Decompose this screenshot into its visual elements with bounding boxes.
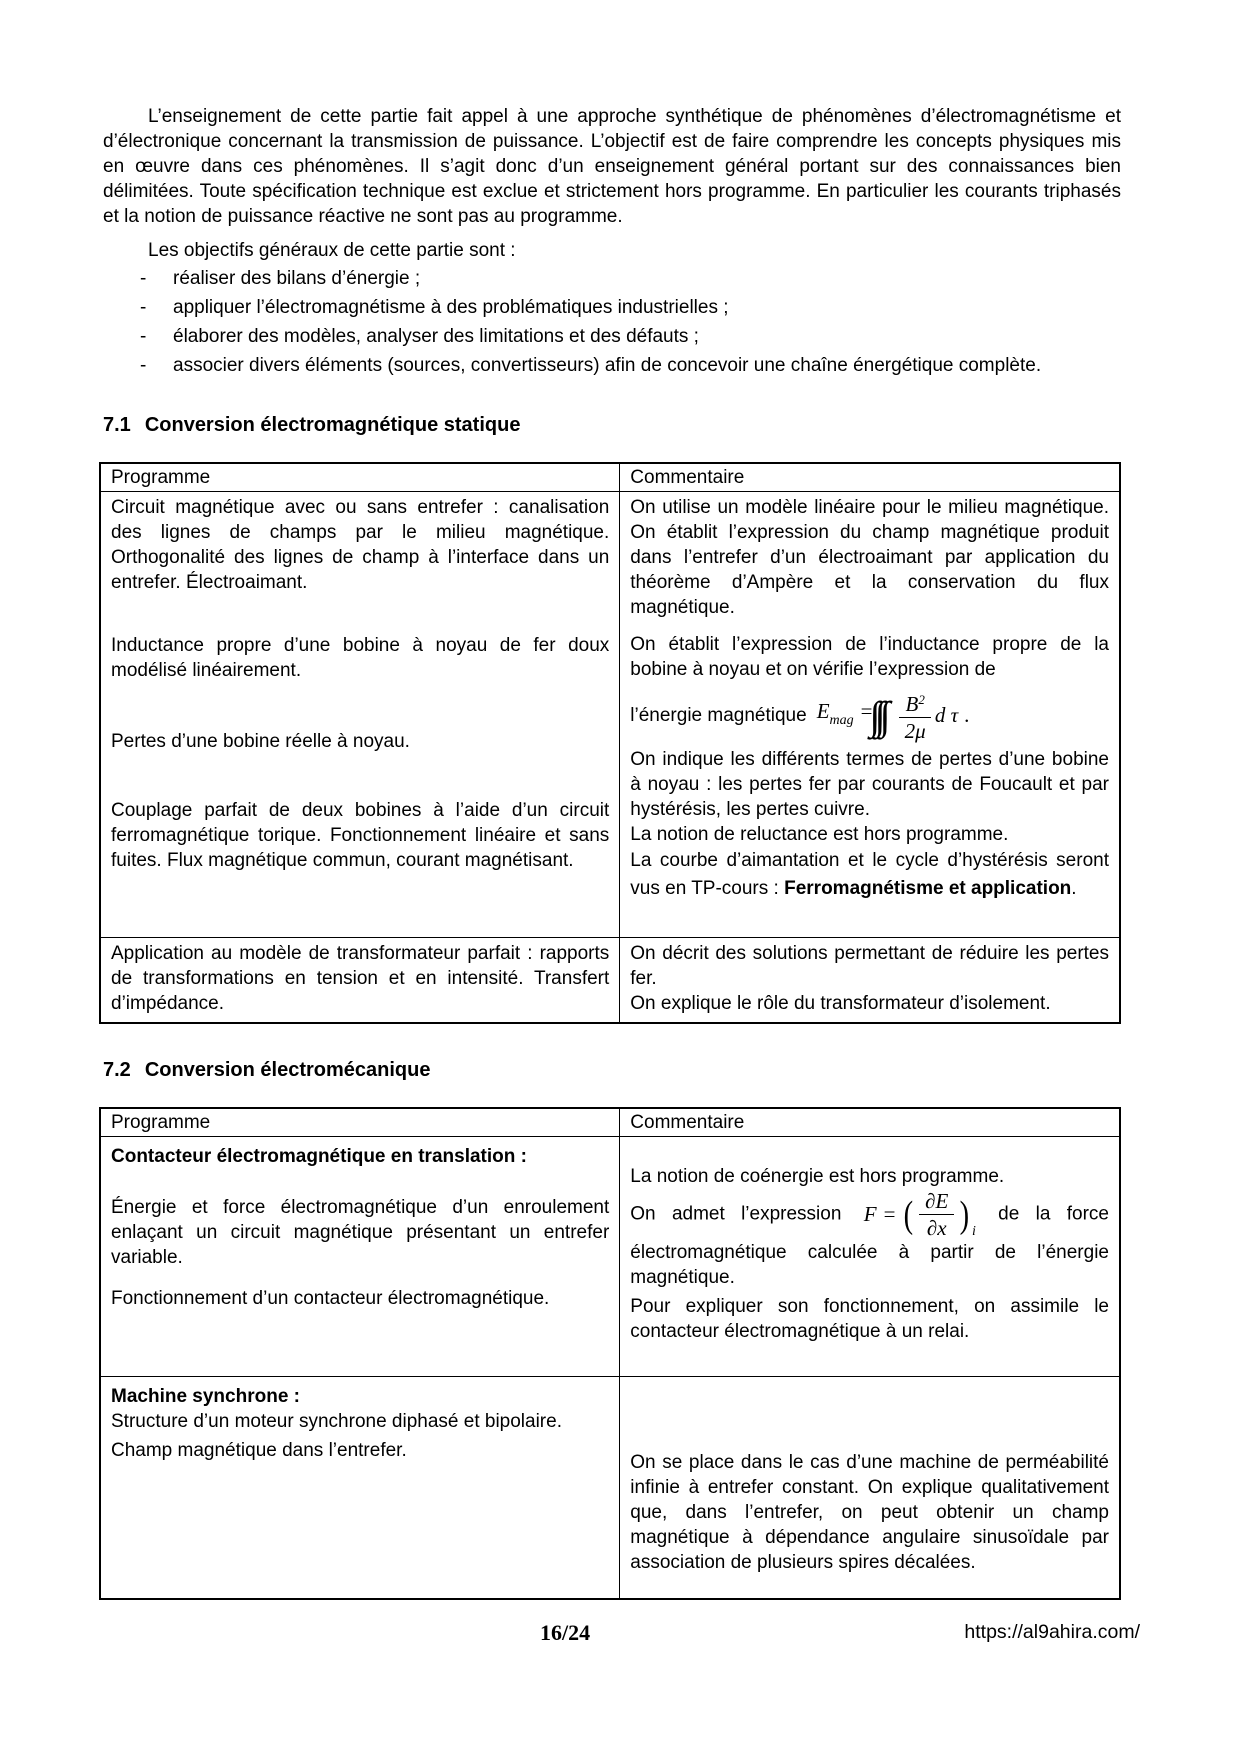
equals-sign: = bbox=[860, 698, 873, 723]
objective-item bbox=[103, 324, 1121, 350]
commentaire-paragraph: On explique le rôle du transformateur d’isolement. bbox=[630, 993, 1051, 1014]
right-parenthesis: ) bbox=[959, 1193, 970, 1236]
fraction-numerator: ∂E bbox=[919, 1189, 954, 1215]
programme-cell bbox=[100, 1377, 620, 1600]
objectives-lead: Les objectifs généraux de cette partie sont : bbox=[148, 240, 516, 261]
energy-formula bbox=[630, 688, 1109, 743]
fraction bbox=[919, 1189, 954, 1240]
heading-title: Conversion électromagnétique statique bbox=[144, 414, 521, 436]
programme-paragraph: Fonctionnement d’un contacteur électromagnétique. bbox=[111, 1288, 550, 1309]
commentaire-paragraph: On utilise un modèle linéaire pour le milieu magnétique. On établit l’expression du champ magnétique produit dans l’entrefer d’un électroaimant par application du théorème d’Ampère et la conservation du flux magnétique. bbox=[630, 497, 1109, 618]
energy-formula-lhs bbox=[817, 699, 880, 733]
programme-paragraph: Énergie et force électromagnétique d’un enroulement enlaçant un circuit magnétique présentant un entrefer variable. bbox=[111, 1197, 610, 1268]
objective-item bbox=[103, 295, 1121, 321]
heading-number: 7.2 bbox=[103, 1059, 131, 1081]
math-var-B: B bbox=[905, 692, 919, 716]
commentaire-paragraph: On décrit des solutions permettant de réduire les pertes fer. bbox=[630, 943, 1109, 989]
footer-url: https://al9ahira.com/ bbox=[964, 1621, 1140, 1643]
force-formula bbox=[864, 1189, 976, 1240]
formula-follow-text: de la force électromagnétique calculée à partir de l’énergie magnétique. bbox=[630, 1203, 1109, 1288]
section-7-1-heading bbox=[103, 413, 1121, 438]
math-var-F: F bbox=[863, 1202, 877, 1226]
objective-item bbox=[103, 266, 1121, 292]
programme-paragraph: Application au modèle de transformateur parfait : rapports de transformations en tension et en intensité. Transfert d’impédance. bbox=[111, 943, 610, 1014]
bullet-dash: - bbox=[140, 268, 147, 289]
commentaire-paragraph: Pour expliquer son fonctionnement, on assimile le contacteur électromagnétique à un relai. bbox=[630, 1296, 1109, 1342]
objective-text: appliquer l’électromagnétisme à des problématiques industrielles ; bbox=[173, 297, 729, 318]
commentaire-paragraph: La notion de coénergie est hors programme. bbox=[630, 1166, 1005, 1187]
commentaire-paragraph: On établit l’expression de l’inductance propre de la bobine à noyau et on vérifie l’expression de bbox=[630, 634, 1109, 680]
programme-subtitle: Machine synchrone : bbox=[111, 1386, 300, 1407]
programme-table-7-1 bbox=[99, 462, 1121, 1024]
heading-number: 7.1 bbox=[103, 414, 131, 436]
math-subscript-mag: mag bbox=[829, 712, 854, 728]
commentaire-paragraph-with-formula bbox=[630, 1189, 1109, 1290]
fraction bbox=[899, 688, 930, 743]
table-row bbox=[100, 938, 1120, 1024]
tp-cours-text: La courbe d’aimantation et le cycle d’hystérésis seront vus en TP-cours : bbox=[630, 850, 1109, 899]
subscript-i: i bbox=[971, 1224, 976, 1239]
commentaire-paragraph: On indique les différents termes de pertes d’une bobine à noyau : les pertes fer par courants de Foucault et par hystérésis, les pertes cuivre. bbox=[630, 749, 1109, 820]
table-header-row bbox=[100, 463, 1120, 492]
objective-text: réaliser des bilans d’énergie ; bbox=[173, 268, 421, 289]
fraction-numerator bbox=[899, 688, 930, 718]
bullet-dash: - bbox=[140, 326, 147, 347]
table-row bbox=[100, 1137, 1120, 1377]
column-header-commentaire: Commentaire bbox=[620, 1108, 1120, 1137]
programme-paragraph: Couplage parfait de deux bobines à l’aide d’un circuit ferromagnétique torique. Fonctionnement linéaire et sans fuites. Flux magnétique commun, courant magnétisant. bbox=[111, 800, 610, 871]
heading-title: Conversion électromécanique bbox=[144, 1059, 431, 1081]
bullet-dash: - bbox=[140, 355, 147, 376]
programme-paragraph: Champ magnétique dans l’entrefer. bbox=[111, 1440, 407, 1461]
table-header-row bbox=[100, 1108, 1120, 1137]
intro-paragraph: L’enseignement de cette partie fait appel à une approche synthétique de phénomènes d’électromagnétisme et d’électronique concernant la transmission de puissance. L’objectif est de faire comprendre les concepts physiques mis en œuvre dans ces phénomènes. Il s’agit donc d’un enseignement général portant sur des connaissances bien délimitées. Toute spécification technique est exclue et strictement hors programme. En particulier les courants triphasés et la notion de puissance réactive ne sont pas au programme. bbox=[103, 106, 1121, 227]
bullet-dash: - bbox=[140, 297, 147, 318]
differential-term bbox=[935, 703, 970, 728]
math-exponent: 2 bbox=[918, 692, 925, 707]
programme-paragraph: Inductance propre d’une bobine à noyau de fer doux modélisé linéairement. bbox=[111, 635, 610, 681]
programme-cell bbox=[100, 938, 620, 1024]
sentence-period: . bbox=[1071, 878, 1077, 899]
commentaire-cell bbox=[620, 492, 1120, 938]
column-header-programme: Programme bbox=[100, 463, 620, 492]
commentaire-paragraph: La notion de reluctance est hors programme. bbox=[630, 824, 1009, 845]
programme-paragraph: Structure d’un moteur synchrone diphasé et bipolaire. bbox=[111, 1411, 562, 1432]
section-7-2-heading bbox=[103, 1058, 1121, 1083]
objective-text: associer divers éléments (sources, convertisseurs) afin de concevoir une chaîne énergétique complète. bbox=[173, 355, 1042, 376]
math-dtau: d τ bbox=[934, 703, 959, 727]
formula-period: . bbox=[964, 703, 970, 727]
commentaire-paragraph: On se place dans le cas d’une machine de perméabilité infinie à entrefer constant. On explique qualitativement que, dans l’entrefer, on peut obtenir un champ magnétique à dépendance angulaire sinusoïdale par association de plusieurs spires décalées. bbox=[630, 1452, 1109, 1573]
programme-paragraph: Pertes d’une bobine réelle à noyau. bbox=[111, 731, 410, 752]
content-area bbox=[103, 0, 1121, 1600]
fraction-denominator: 2μ bbox=[904, 719, 926, 743]
math-var-E: E bbox=[816, 698, 830, 723]
equals-sign: = bbox=[883, 1202, 896, 1226]
objective-item bbox=[103, 353, 1121, 379]
commentaire-paragraph bbox=[630, 847, 1109, 903]
programme-cell bbox=[100, 1137, 620, 1377]
formula-label: l’énergie magnétique bbox=[630, 705, 807, 726]
programme-cell bbox=[100, 492, 620, 938]
formula-lead-text: On admet l’expression bbox=[630, 1203, 842, 1225]
tp-cours-bold: Ferromagnétisme et application bbox=[784, 878, 1072, 899]
left-parenthesis: ( bbox=[904, 1193, 914, 1236]
programme-subtitle: Contacteur électromagnétique en translation : bbox=[111, 1146, 527, 1167]
programme-paragraph: Circuit magnétique avec ou sans entrefer : canalisation des lignes de champs par le milieu magnétique. Orthogonalité des lignes de champ à l’interface dans un entrefer. Électroaimant. bbox=[111, 497, 610, 593]
programme-table-7-2 bbox=[99, 1107, 1121, 1600]
table-row bbox=[100, 1377, 1120, 1600]
table-row bbox=[100, 492, 1120, 938]
objective-text: élaborer des modèles, analyser des limitations et des défauts ; bbox=[173, 326, 699, 347]
page-footer bbox=[0, 1620, 1240, 1650]
commentaire-cell bbox=[620, 938, 1120, 1024]
fraction-denominator: ∂x bbox=[926, 1216, 947, 1240]
column-header-programme: Programme bbox=[100, 1108, 620, 1137]
commentaire-cell bbox=[620, 1137, 1120, 1377]
page-number: 16/24 bbox=[540, 1620, 591, 1645]
commentaire-cell bbox=[620, 1377, 1120, 1600]
column-header-commentaire: Commentaire bbox=[620, 463, 1120, 492]
